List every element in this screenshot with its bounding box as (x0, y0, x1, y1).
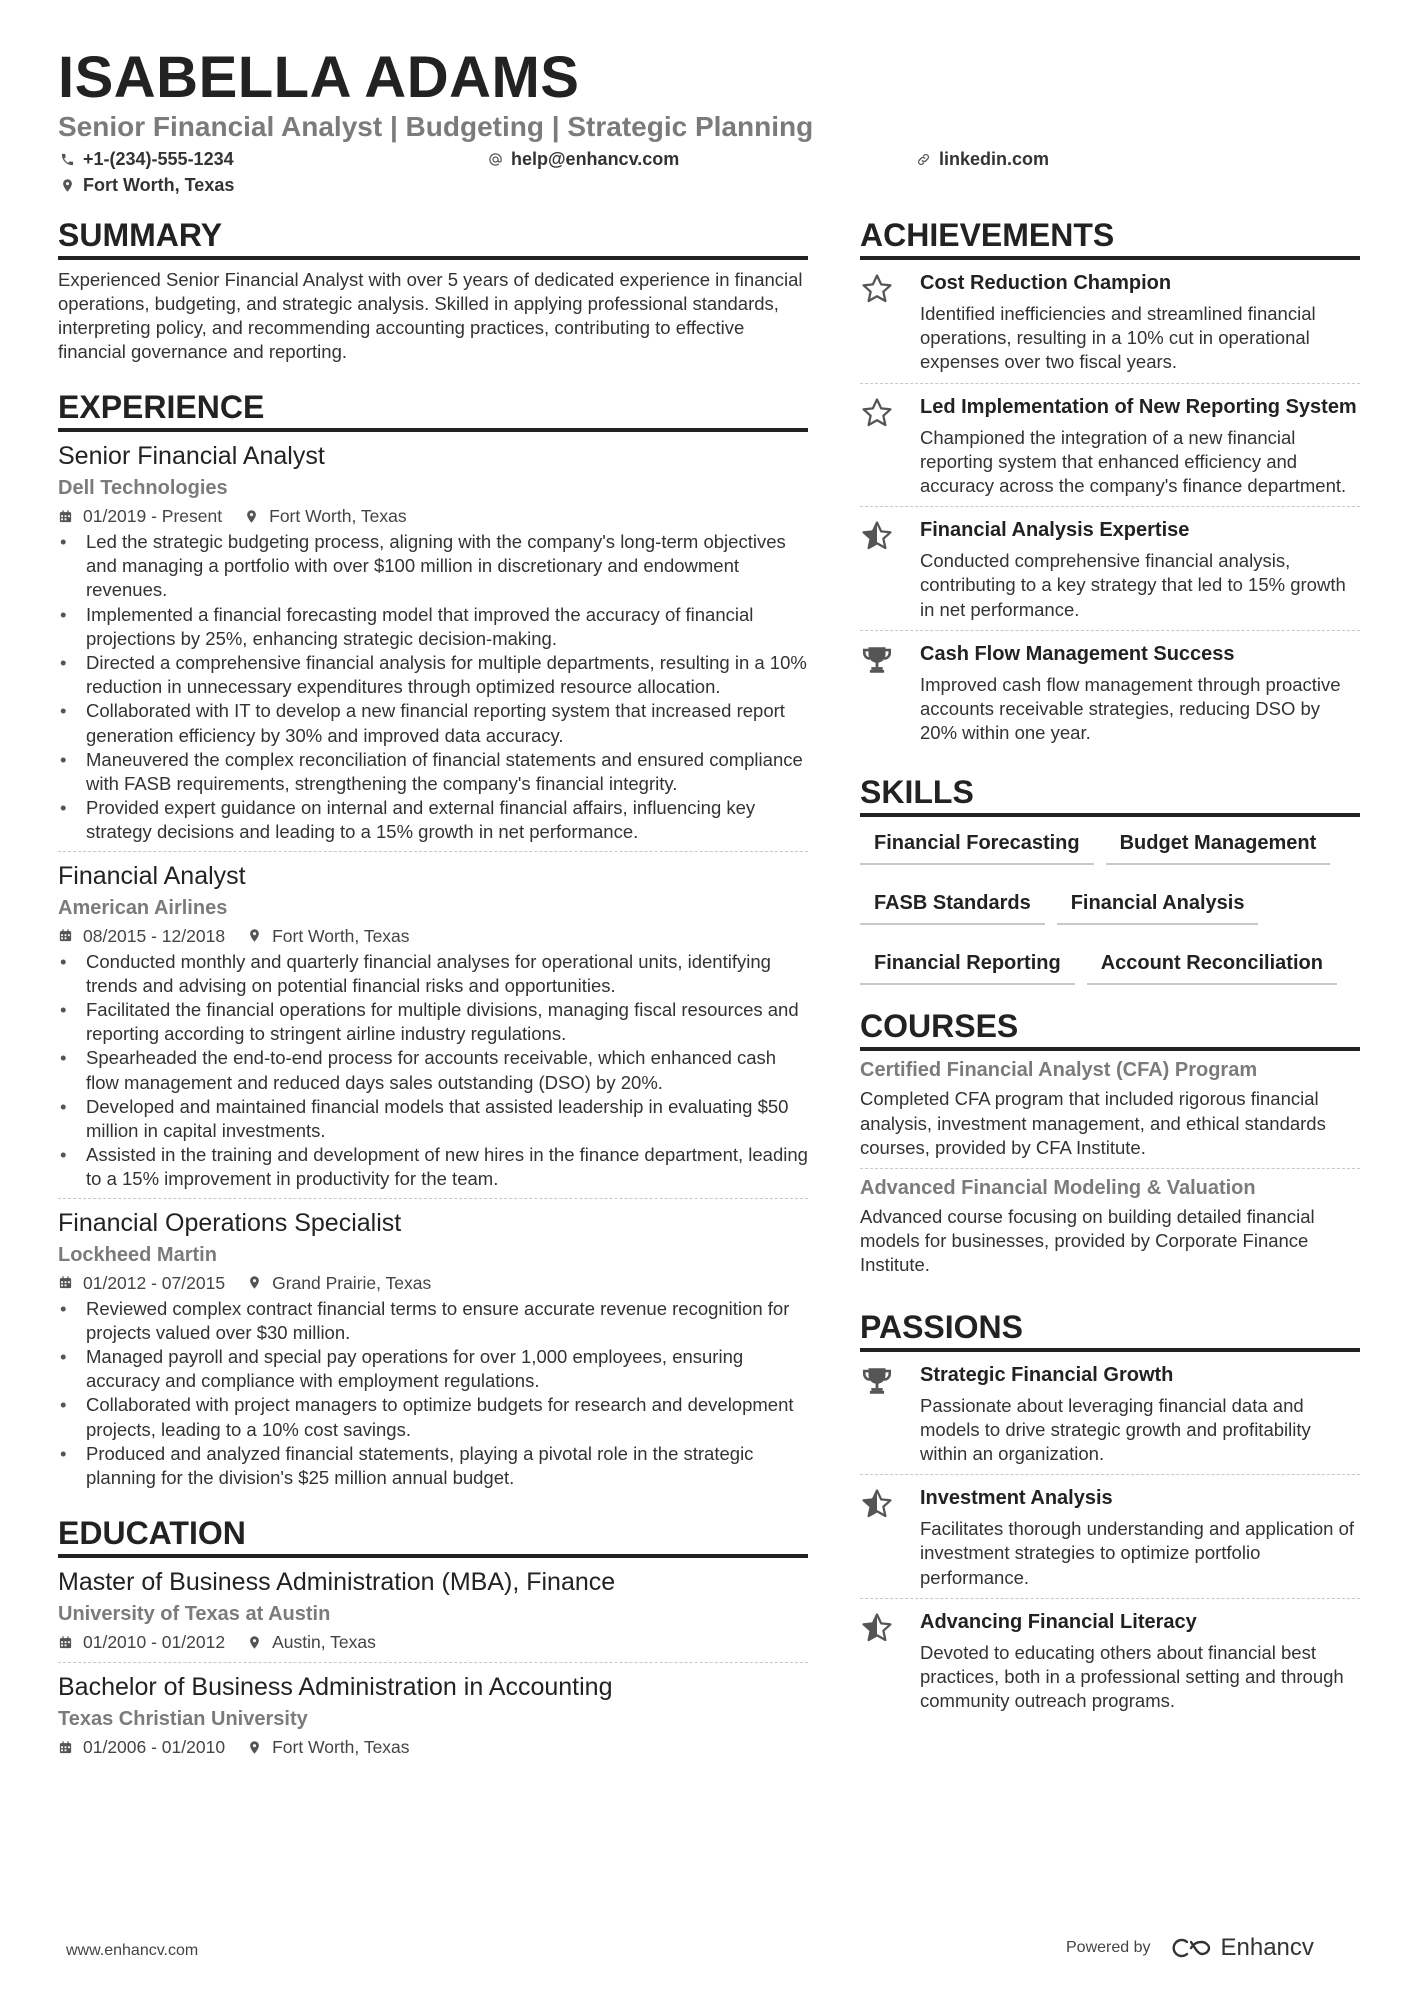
job-bullet: • Assisted in the training and development of new hires in the finance department, leading to a 15% improvement in productivity for the team. (58, 1143, 808, 1191)
job-title: Financial Analyst (58, 861, 246, 890)
achievement-item-description: Conducted comprehensive financial analysis, contributing to a key strategy that led to 15% growth in net performance. (920, 550, 1346, 620)
date-location-row (58, 1735, 808, 1759)
achievements-heading: ACHIEVEMENTS (860, 216, 1360, 260)
date-range: 01/2012 - 07/2015 (83, 1272, 226, 1293)
education-item (58, 1566, 808, 1663)
location (247, 924, 409, 948)
education-list (58, 1566, 808, 1767)
achievements-section (860, 216, 1360, 753)
job-bullet: • Produced and analyzed financial statements, playing a pivotal role in the strategic planning for the division's $25 million annual budget. (58, 1442, 808, 1490)
achievement-item-description: Identified inefficiencies and streamlined financial operations, resulting in a 10% cut in operational expenses over two fiscal years. (920, 303, 1316, 373)
school-name: Texas Christian University (58, 1708, 308, 1731)
location-text: Fort Worth, Texas (272, 1737, 410, 1758)
achievement-item (860, 260, 1360, 384)
skills-heading: SKILLS (860, 773, 1360, 817)
passion-item (860, 1599, 1360, 1722)
job-bullet: • Managed payroll and special pay operations for over 1,000 employees, ensuring accuracy and compliance with employment regulations. (58, 1345, 808, 1393)
experience-heading: EXPERIENCE (58, 388, 808, 432)
course-item (860, 1051, 1360, 1169)
location-pin-icon (247, 1635, 262, 1650)
location-text: Fort Worth, Texas (272, 925, 410, 946)
job-bullet: • Led the strategic budgeting process, aligning with the company's long-term objectives and managing a portfolio with over $100 million in discretionary and endowment revenues. (58, 530, 808, 603)
date-location-row (58, 1271, 808, 1295)
enhancv-logo[interactable] (1169, 1934, 1314, 1962)
location (247, 1271, 431, 1295)
location-text: Fort Worth, Texas (269, 506, 407, 526)
achievements-list (860, 260, 1360, 753)
footer-branding (1066, 1934, 1314, 1962)
achievement-item-title: Financial Analysis Expertise (920, 519, 1190, 542)
linkedin-text[interactable]: linkedin.com (939, 149, 1050, 169)
star-half-icon (860, 1487, 894, 1521)
date-range: 01/2010 - 01/2012 (83, 1632, 226, 1653)
skills-section (860, 773, 1360, 1001)
passion-item-description: Devoted to educating others about financial best practices, both in a professional setting and through community outreach programs. (920, 1641, 1344, 1712)
job-bullet: • Developed and maintained financial models that assisted leadership in evaluating $50 million in capital investments. (58, 1095, 808, 1143)
location (247, 1735, 409, 1759)
location (244, 504, 406, 528)
passion-item-description: Passionate about leveraging financial data and models to drive strategic growth and profitability within an organization. (920, 1394, 1311, 1465)
location-text: Fort Worth, Texas (83, 175, 235, 195)
passion-item (860, 1475, 1360, 1599)
date-location-row (58, 924, 808, 948)
calendar-icon (58, 1275, 73, 1290)
footer-website[interactable]: www.enhancv.com (66, 1942, 199, 1959)
passion-item-title: Advancing Financial Literacy (920, 1610, 1197, 1633)
powered-by-text: Powered by (1066, 1939, 1151, 1956)
courses-list (860, 1051, 1360, 1285)
skill-tag: Financial Analysis (1057, 881, 1259, 925)
job-bullet: • Spearheaded the end-to-end process for accounts receivable, which enhanced cash flow management and reduced days sales outstanding (DSO) by 20%. (58, 1046, 808, 1094)
passion-item-title: Investment Analysis (920, 1487, 1113, 1510)
calendar-icon (58, 928, 73, 943)
job-title: Financial Operations Specialist (58, 1208, 402, 1237)
courses-heading: COURSES (860, 1007, 1360, 1051)
course-item (860, 1169, 1360, 1286)
contact-location (60, 174, 234, 196)
job-bullet: • Maneuvered the complex reconciliation of financial statements and ensured compliance with FASB requirements, strengthening the company's financial integrity. (58, 748, 808, 796)
left-column (58, 216, 808, 1775)
location-pin-icon (247, 1740, 262, 1755)
job-bullet: • Collaborated with IT to develop a new financial reporting system that increased report generation efficiency by 30% and improved data accuracy. (58, 699, 808, 747)
date-location-row (58, 1630, 808, 1654)
passions-section (860, 1308, 1360, 1722)
courses-section (860, 1007, 1360, 1285)
course-title: Advanced Financial Modeling & Valuation (860, 1177, 1256, 1200)
location-pin-icon (247, 1275, 262, 1290)
location-pin-icon (247, 928, 262, 943)
skill-tag: FASB Standards (860, 881, 1045, 925)
summary-heading: SUMMARY (58, 216, 808, 260)
candidate-subtitle: Senior Financial Analyst | Budgeting | Strategic Planning (58, 111, 814, 142)
course-description: Completed CFA program that included rigorous financial analysis, investment management, and ethical standards courses, provided by CFA Institute. (860, 1088, 1326, 1158)
summary-section (58, 216, 808, 364)
contact-phone (60, 148, 234, 170)
school-name: University of Texas at Austin (58, 1603, 331, 1626)
location-text: Grand Prairie, Texas (272, 1272, 432, 1293)
job-bullet: • Collaborated with project managers to optimize budgets for research and development projects, leading to a 10% cost savings. (58, 1393, 808, 1441)
achievement-item (860, 384, 1360, 508)
star-half-icon (860, 1611, 894, 1645)
experience-item (58, 1207, 808, 1497)
achievement-item-description: Improved cash flow management through proactive accounts receivable strategies, reducing DSO by 20% within one year. (920, 673, 1341, 744)
course-description: Advanced course focusing on building detailed financial models for businesses, provided by Corporate Finance Institute. (860, 1206, 1315, 1276)
passion-item-description: Facilitates thorough understanding and application of investment strategies to optimize portfolio performance. (920, 1518, 1355, 1588)
skill-tag: Financial Reporting (860, 941, 1075, 985)
company-name: Lockheed Martin (58, 1243, 217, 1266)
at-icon (488, 152, 503, 167)
passions-list (860, 1352, 1360, 1722)
job-bullet: • Facilitated the financial operations for multiple divisions, managing fiscal resources and reporting according to stringent airline industry regulations. (58, 998, 808, 1046)
passion-item (860, 1352, 1360, 1476)
education-item (58, 1671, 808, 1767)
achievement-item-title: Cost Reduction Champion (920, 272, 1172, 294)
passions-heading: PASSIONS (860, 1308, 1360, 1352)
skill-tag: Account Reconciliation (1087, 941, 1337, 985)
achievement-item-description: Championed the integration of a new financial reporting system that enhanced efficiency and accuracy across the company's finance department. (920, 426, 1347, 497)
enhancv-logo-text: Enhancv (1220, 1934, 1314, 1961)
date-range: 08/2015 - 12/2018 (83, 925, 226, 946)
skill-tag: Budget Management (1106, 821, 1331, 865)
location-pin-icon (244, 509, 259, 524)
company-name: American Airlines (58, 896, 228, 919)
degree-title: Master of Business Administration (MBA), Finance (58, 1568, 616, 1597)
summary-text: Experienced Senior Financial Analyst with over 5 years of dedicated experience in financial operations, budgeting, and strategic analysis. Skilled in applying professional standards, interpreting policy, and recommending accounting practices, contributing to effective financial governance and reporting. (58, 269, 803, 362)
experience-list (58, 440, 808, 1496)
enhancv-logo-icon (1169, 1936, 1215, 1960)
skill-tag: Financial Forecasting (860, 821, 1094, 865)
achievement-item (860, 631, 1360, 754)
contact-email[interactable] (488, 148, 679, 170)
job-bullets (58, 530, 808, 845)
email-text[interactable]: help@enhancv.com (511, 149, 680, 169)
experience-item (58, 440, 808, 852)
date-range: 01/2019 - Present (83, 506, 223, 526)
experience-section (58, 388, 808, 1496)
star-half-icon (860, 519, 894, 553)
skills-list (860, 817, 1360, 1001)
date-range: 01/2006 - 01/2010 (83, 1737, 226, 1758)
date-location-row (58, 504, 808, 528)
right-column (860, 216, 1360, 1721)
star-outline-icon (860, 396, 894, 430)
experience-item (58, 860, 808, 1199)
contact-linkedin[interactable] (916, 148, 1049, 170)
calendar-icon (58, 509, 73, 524)
course-title: Certified Financial Analyst (CFA) Program (860, 1059, 1258, 1082)
job-bullet: • Provided expert guidance on internal and external financial affairs, influencing key strategy decisions and leading to a 15% growth in net performance. (58, 796, 808, 844)
job-bullet: • Reviewed complex contract financial terms to ensure accurate revenue recognition for projects valued over $30 million. (58, 1297, 808, 1345)
location-pin-icon (60, 178, 75, 193)
link-icon (916, 152, 931, 167)
calendar-icon (58, 1635, 73, 1650)
job-bullets (58, 1297, 808, 1491)
passion-item-title: Strategic Financial Growth (920, 1363, 1174, 1386)
degree-title: Bachelor of Business Administration in Accounting (58, 1673, 613, 1702)
education-section (58, 1514, 808, 1767)
calendar-icon (58, 1740, 73, 1755)
job-bullets (58, 950, 808, 1192)
job-bullet: • Conducted monthly and quarterly financial analyses for operational units, identifying trends and advising on potential financial risks and opportunities. (58, 950, 808, 998)
achievement-item-title: Led Implementation of New Reporting System (920, 395, 1357, 418)
candidate-name: ISABELLA ADAMS (58, 45, 580, 110)
phone-text: +1-(234)-555-1234 (83, 149, 234, 169)
job-bullet: • Implemented a financial forecasting model that improved the accuracy of financial projections by 25%, enhancing strategic decision-making. (58, 603, 808, 651)
job-title: Senior Financial Analyst (58, 442, 325, 470)
achievement-item (860, 507, 1360, 631)
location (247, 1630, 376, 1654)
trophy-icon (860, 1364, 894, 1398)
achievement-item-title: Cash Flow Management Success (920, 642, 1235, 665)
education-heading: EDUCATION (58, 1514, 808, 1558)
location-text: Austin, Texas (272, 1632, 376, 1653)
job-bullet: • Directed a comprehensive financial analysis for multiple departments, resulting in a 10% reduction in unnecessary expenditures through optimized resource allocation. (58, 651, 808, 699)
star-outline-icon (860, 272, 894, 306)
trophy-icon (860, 643, 894, 677)
phone-icon (60, 152, 75, 167)
company-name: Dell Technologies (58, 477, 228, 499)
